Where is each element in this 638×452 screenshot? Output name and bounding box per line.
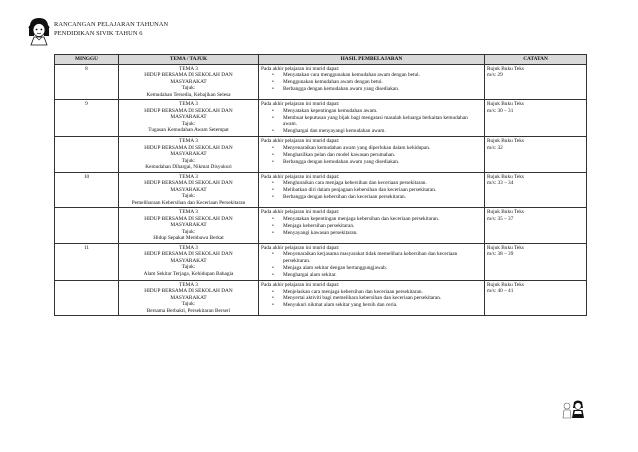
outcome-item: • Menyatakan kepentingan menjaga kebersihan dan keceriaan persekitaran.: [283, 216, 482, 223]
table-row: [55, 100, 587, 137]
week-cell: [55, 137, 119, 173]
theme-line: TEMA 3: [179, 244, 198, 251]
outcomes-intro: Pada akhir pelajaran ini murid dapat:: [261, 173, 340, 180]
outcomes-intro: Pada akhir pelajaran ini murid dapat:: [261, 244, 340, 251]
outcome-item: • Menjaga alam sekitar dengan bertanggungjawab.: [283, 265, 482, 272]
column-header-notes: CATATAN: [485, 55, 587, 65]
outcome-item: • Menghasilkan pelan dan model kawasan perumahan.: [283, 152, 482, 159]
topic-title: Kemudahan Tersedia, Kebajikan Selesa: [146, 91, 231, 98]
outcome-item: • Menghuraikan cara menjaga kebersihan dan keceriaan persekitaran.: [283, 180, 482, 187]
topic-label: Tajuk:: [181, 264, 196, 271]
outcome-item: • Menjelaskan cara menjaga kebersihan dan keceriaan persekitaran.: [283, 289, 482, 296]
lesson-plan-table: [54, 54, 587, 316]
notes-reference: Rujuk Buku Teks: [487, 173, 524, 180]
topic-label: Tajuk:: [181, 228, 196, 235]
outcomes-cell: [259, 100, 485, 137]
theme-cell: [119, 64, 259, 100]
theme-cell: [119, 137, 259, 173]
notes-cell: [485, 208, 587, 244]
week-cell: [55, 208, 119, 244]
notes-cell: [485, 64, 587, 100]
theme-line: MASYARAKAT: [170, 151, 207, 158]
outcomes-list: [261, 72, 482, 92]
girl-cartoon-icon: [26, 16, 52, 46]
notes-reference: Rujuk Buku Teks: [487, 244, 524, 251]
week-cell: 10: [55, 172, 119, 208]
topic-label: Tajuk:: [181, 85, 196, 91]
theme-line: TEMA 3: [179, 138, 198, 145]
outcomes-list: [261, 216, 482, 236]
week-cell: 11: [55, 243, 119, 280]
outcome-item: • Menyenaraikan kerjasama masyarakat tidak memelihara kebersihan dan keceriaan persekitaran.: [283, 251, 482, 264]
notes-pages: m/s: 40 – 41: [487, 288, 514, 295]
outcome-item: • Berbangga dengan kemudahan awam yang disediakan.: [283, 159, 482, 166]
outcome-item: • Menghargai dan menyayangi kemudahan awam.: [283, 128, 482, 135]
outcome-item: • Menjaga kebersihan persekitaran.: [283, 223, 482, 230]
column-header-week: MINGGU: [55, 55, 119, 65]
column-header-outcomes: HASIL PEMBELAJARAN: [259, 55, 485, 65]
notes-reference: Rujuk Buku Teks: [487, 138, 524, 145]
theme-line: TEMA 3: [179, 65, 198, 72]
outcomes-cell: [259, 172, 485, 208]
header-subtitle: PENDIDIKAN SIVIK TAHUN 6: [54, 29, 143, 37]
notes-reference: Rujuk Buku Teks: [487, 65, 524, 72]
outcomes-intro: Pada akhir pelajaran ini murid dapat:: [261, 101, 340, 107]
outcome-item: • Menyayangi kawasan persekitaran.: [283, 230, 482, 237]
outcomes-cell: [259, 208, 485, 244]
outcome-item: • Menyatakan cara menggunakan kemudahan awam dengan betul.: [283, 72, 482, 79]
topic-label: Tajuk:: [181, 193, 196, 200]
kids-cartoon-icon: [560, 398, 586, 420]
theme-line: MASYARAKAT: [170, 257, 207, 264]
outcomes-list: [261, 145, 482, 165]
outcome-item: • Menyukuri nikmat alam sekitar yang bersih dan ceria.: [283, 302, 482, 309]
table-header-row: [55, 55, 587, 65]
notes-pages: m/s: 29: [487, 72, 503, 78]
notes-cell: [485, 137, 587, 173]
outcomes-list: [261, 289, 482, 309]
theme-line: HIDUP BERSAMA DI SEKOLAH DAN: [144, 215, 233, 222]
topic-title: Kemudahan Dihargai, Nikmat Disyukuri: [145, 164, 232, 171]
table-row: [55, 137, 587, 173]
theme-line: TEMA 3: [179, 173, 198, 180]
theme-line: TEMA 3: [179, 209, 198, 216]
header-title: RANCANGAN PELAJARAN TAHUNAN: [54, 21, 169, 28]
topic-label: Tajuk:: [181, 301, 196, 308]
outcomes-intro: Pada akhir pelajaran ini murid dapat:: [261, 138, 340, 145]
notes-pages: m/s: 32: [487, 144, 503, 151]
week-cell: 8: [55, 64, 119, 100]
outcome-item: • Menghargai alam sekitar.: [283, 272, 482, 279]
notes-reference: Rujuk Buku Teks: [487, 281, 524, 288]
outcomes-intro: Pada akhir pelajaran ini murid dapat:: [261, 65, 340, 72]
notes-pages: m/s: 35 – 37: [487, 215, 514, 222]
table-body: [55, 64, 587, 316]
topic-title: Tugasan Kemudahan Awam Setempat: [148, 127, 229, 133]
table-row: [55, 280, 587, 316]
notes-cell: [485, 172, 587, 208]
theme-line: TEMA 3: [179, 101, 198, 107]
outcome-item: • Berbangga dengan kebersihan dan keceriaan persekitaran.: [283, 194, 482, 201]
outcomes-cell: [259, 64, 485, 100]
column-header-theme: TEMA / TAJUK: [119, 55, 259, 65]
outcome-item: • Menyenaraikan kemudahan awam yang diperlukan dalam kehidupan.: [283, 145, 482, 152]
notes-pages: m/s: 33 – 34: [487, 180, 514, 187]
notes-pages: m/s: 30 – 31: [487, 107, 514, 114]
outcome-item: • Menyertai aktiviti bagi memelihara kebersihan dan keceriaan persekitaran.: [283, 295, 482, 302]
outcome-item: • Menggunakan kemudahan awam dengan betul.: [283, 79, 482, 86]
theme-line: MASYARAKAT: [170, 186, 207, 193]
outcomes-list: [261, 251, 482, 278]
topic-title: Alam Sekitar Terjaga, Kehidupan Bahagia: [143, 270, 234, 277]
week-cell: [55, 280, 119, 316]
topic-title: Bersama Berbakti, Persekitaran Berseri: [146, 307, 231, 314]
theme-line: MASYARAKAT: [170, 294, 207, 301]
outcomes-intro: Pada akhir pelajaran ini murid dapat:: [261, 209, 340, 216]
document-header: [54, 21, 168, 38]
table-row: [55, 64, 587, 100]
notes-reference: Rujuk Buku Teks: [487, 209, 524, 216]
outcomes-list: [261, 180, 482, 200]
outcomes-cell: [259, 243, 485, 280]
outcomes-cell: [259, 137, 485, 173]
outcome-item: • Membuat keputusan yang bijak bagi mengatasi masalah keluarga berkaitan kemudahan awam.: [283, 115, 482, 128]
notes-cell: [485, 280, 587, 316]
theme-cell: [119, 208, 259, 244]
week-cell: 9: [55, 100, 119, 137]
theme-cell: [119, 100, 259, 137]
theme-cell: [119, 172, 259, 208]
notes-cell: [485, 243, 587, 280]
notes-pages: m/s: 38 – 39: [487, 251, 514, 258]
outcome-item: • Menyatakan kepentingan kemudahan awam.: [283, 108, 482, 115]
notes-reference: Rujuk Buku Teks: [487, 101, 524, 107]
topic-title: Hidup Sepakat Membawa Berkat: [153, 235, 224, 242]
theme-line: HIDUP BERSAMA DI SEKOLAH DAN: [144, 144, 233, 151]
outcomes-intro: Pada akhir pelajaran ini murid dapat:: [261, 281, 340, 288]
theme-line: HIDUP BERSAMA DI SEKOLAH DAN: [144, 288, 233, 295]
table-row: [55, 243, 587, 280]
theme-line: HIDUP BERSAMA DI SEKOLAH DAN: [144, 180, 233, 187]
outcome-item: • Berbangga dengan kemudahan awam yang disediakan.: [283, 86, 482, 93]
topic-title: Pemeliharaan Kebersihan dan Keceriaan Persekitaran: [131, 199, 246, 206]
theme-line: TEMA 3: [179, 281, 198, 288]
theme-line: HIDUP BERSAMA DI SEKOLAH DAN: [144, 251, 233, 258]
theme-line: HIDUP BERSAMA DI SEKOLAH DAN: [144, 107, 233, 114]
theme-line: MASYARAKAT: [170, 222, 207, 229]
notes-cell: [485, 100, 587, 137]
theme-cell: [119, 280, 259, 316]
outcomes-cell: [259, 280, 485, 316]
theme-line: MASYARAKAT: [170, 114, 207, 120]
topic-label: Tajuk:: [181, 157, 196, 164]
theme-line: MASYARAKAT: [170, 78, 207, 85]
outcomes-list: [261, 108, 482, 135]
table-row: [55, 208, 587, 244]
theme-line: HIDUP BERSAMA DI SEKOLAH DAN: [144, 72, 233, 78]
table-row: [55, 172, 587, 208]
topic-label: Tajuk:: [181, 120, 196, 127]
outcome-item: • Melibatkan diri dalam penjagaan kebersihan dan keceriaan persekitaran.: [283, 187, 482, 194]
theme-cell: [119, 243, 259, 280]
